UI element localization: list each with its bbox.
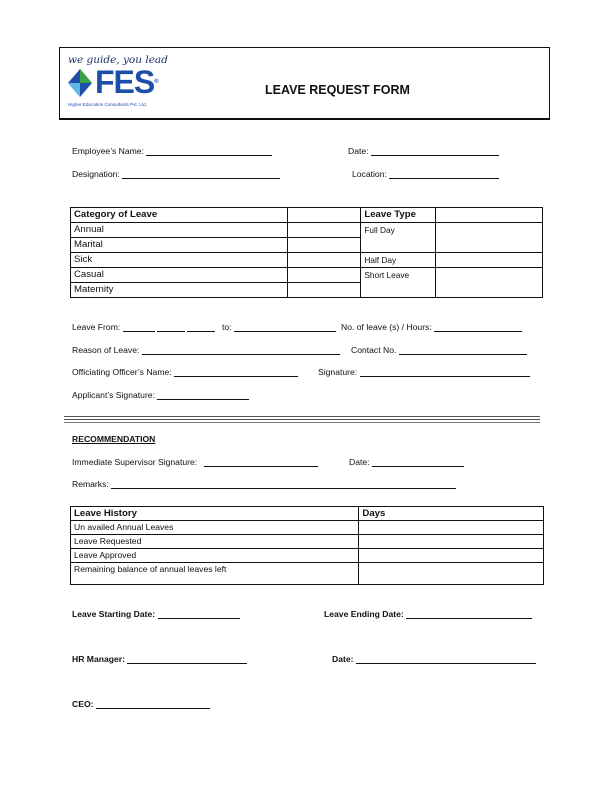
ceo-blank[interactable]	[96, 699, 210, 709]
logo-text: FES	[95, 64, 155, 100]
leave-end-date-label: Leave Ending Date:	[324, 609, 404, 619]
category-sick: Sick	[71, 253, 288, 268]
reason-field[interactable]	[72, 345, 340, 355]
leave-from-label: Leave From:	[72, 322, 121, 332]
leave-category-table	[70, 207, 543, 298]
history-row-unavailed: Un availed Annual Leaves	[71, 521, 359, 535]
category-of-leave-header: Category of Leave	[71, 208, 288, 223]
recommendation-heading: RECOMMENDATION	[72, 434, 156, 444]
days-header: Days	[359, 507, 544, 521]
category-casual-checkbox-cell[interactable]	[287, 268, 361, 283]
leave-to-blank[interactable]	[234, 322, 336, 332]
type-half-day: Half Day	[361, 253, 436, 268]
date-blank[interactable]	[371, 146, 499, 156]
category-header-blank-cell[interactable]	[287, 208, 361, 223]
reason-blank[interactable]	[142, 345, 340, 355]
officiating-officer-blank[interactable]	[174, 367, 298, 377]
hr-manager-field[interactable]	[72, 654, 247, 664]
contact-label: Contact No.	[351, 345, 397, 355]
leave-start-date-field[interactable]	[72, 609, 240, 619]
history-row-approved-days[interactable]	[359, 549, 544, 563]
remarks-blank[interactable]	[111, 479, 456, 489]
logo-diamond-icon	[67, 68, 93, 98]
type-full-day-checkbox-cell[interactable]	[436, 223, 543, 253]
company-logo	[95, 63, 158, 101]
hr-manager-label: HR Manager:	[72, 654, 126, 664]
supervisor-signature-label: Immediate Supervisor Signature:	[72, 457, 198, 467]
officiating-officer-field[interactable]	[72, 367, 298, 377]
applicant-signature-blank[interactable]	[157, 390, 249, 400]
no-of-leave-field[interactable]	[341, 322, 522, 332]
designation-field[interactable]	[72, 169, 280, 179]
category-casual: Casual	[71, 268, 288, 283]
company-tagline: we guide, you lead	[68, 54, 168, 66]
remarks-field[interactable]	[72, 479, 456, 489]
hr-manager-blank[interactable]	[127, 654, 247, 664]
location-field[interactable]	[352, 169, 499, 179]
recommendation-date-label: Date:	[349, 457, 370, 467]
leave-history-table	[70, 506, 544, 585]
type-header-blank-cell[interactable]	[436, 208, 543, 223]
employee-name-label: Employee’s Name:	[72, 146, 144, 156]
leave-from-field[interactable]	[72, 322, 215, 332]
leave-end-date-field[interactable]	[324, 609, 532, 619]
hr-date-label: Date:	[332, 654, 354, 664]
ceo-label: CEO:	[72, 699, 94, 709]
location-label: Location:	[352, 169, 387, 179]
recommendation-date-field[interactable]	[349, 457, 464, 467]
history-row-requested: Leave Requested	[71, 535, 359, 549]
section-divider-bottom	[64, 422, 540, 423]
reason-label: Reason of Leave:	[72, 345, 140, 355]
section-divider-top	[64, 416, 540, 417]
leave-from-month-blank[interactable]	[157, 322, 185, 332]
contact-field[interactable]	[351, 345, 527, 355]
employee-name-field[interactable]	[72, 146, 272, 156]
logo-subtitle: Higher Education Consultants Pvt. Ltd.	[68, 102, 147, 107]
leave-start-date-label: Leave Starting Date:	[72, 609, 156, 619]
applicant-signature-field[interactable]	[72, 390, 249, 400]
history-row-remaining: Remaining balance of annual leaves left	[71, 563, 359, 585]
leave-type-header: Leave Type	[361, 208, 436, 223]
leave-to-field[interactable]	[222, 322, 336, 332]
signature-blank[interactable]	[360, 367, 530, 377]
leave-end-date-blank[interactable]	[406, 609, 532, 619]
form-title: LEAVE REQUEST FORM	[265, 83, 410, 97]
category-annual-checkbox-cell[interactable]	[287, 223, 361, 238]
supervisor-signature-field[interactable]	[72, 457, 318, 467]
designation-blank[interactable]	[122, 169, 280, 179]
history-row-requested-days[interactable]	[359, 535, 544, 549]
signature-label: Signature:	[318, 367, 358, 377]
history-row-remaining-days[interactable]	[359, 563, 544, 585]
applicant-signature-label: Applicant’s Signature:	[72, 390, 155, 400]
section-divider-middle	[64, 419, 540, 420]
leave-start-date-blank[interactable]	[158, 609, 240, 619]
type-full-day: Full Day	[361, 223, 436, 253]
category-sick-checkbox-cell[interactable]	[287, 253, 361, 268]
leave-from-day-blank[interactable]	[123, 322, 155, 332]
signature-field[interactable]	[318, 367, 530, 377]
hr-date-field[interactable]	[332, 654, 536, 664]
category-annual: Annual	[71, 223, 288, 238]
category-marital-checkbox-cell[interactable]	[287, 238, 361, 253]
type-short-leave: Short Leave	[361, 268, 436, 298]
supervisor-signature-blank[interactable]	[204, 457, 318, 467]
date-field[interactable]	[348, 146, 499, 156]
contact-blank[interactable]	[399, 345, 527, 355]
designation-label: Designation:	[72, 169, 120, 179]
recommendation-date-blank[interactable]	[372, 457, 464, 467]
leave-to-label: to:	[222, 322, 232, 332]
category-maternity-checkbox-cell[interactable]	[287, 283, 361, 298]
category-marital: Marital	[71, 238, 288, 253]
history-row-approved: Leave Approved	[71, 549, 359, 563]
hr-date-blank[interactable]	[356, 654, 536, 664]
type-short-leave-checkbox-cell[interactable]	[436, 268, 543, 298]
no-of-leave-blank[interactable]	[434, 322, 522, 332]
category-maternity: Maternity	[71, 283, 288, 298]
leave-from-year-blank[interactable]	[187, 322, 215, 332]
date-label: Date:	[348, 146, 369, 156]
logo-registered-mark: ®	[154, 79, 158, 85]
ceo-field[interactable]	[72, 699, 210, 709]
employee-name-blank[interactable]	[146, 146, 272, 156]
type-half-day-checkbox-cell[interactable]	[436, 253, 543, 268]
location-blank[interactable]	[389, 169, 499, 179]
remarks-label: Remarks:	[72, 479, 109, 489]
history-row-unavailed-days[interactable]	[359, 521, 544, 535]
leave-history-header: Leave History	[71, 507, 359, 521]
officiating-officer-label: Officiating Officer’s Name:	[72, 367, 172, 377]
no-of-leave-label: No. of leave (s) / Hours:	[341, 322, 432, 332]
